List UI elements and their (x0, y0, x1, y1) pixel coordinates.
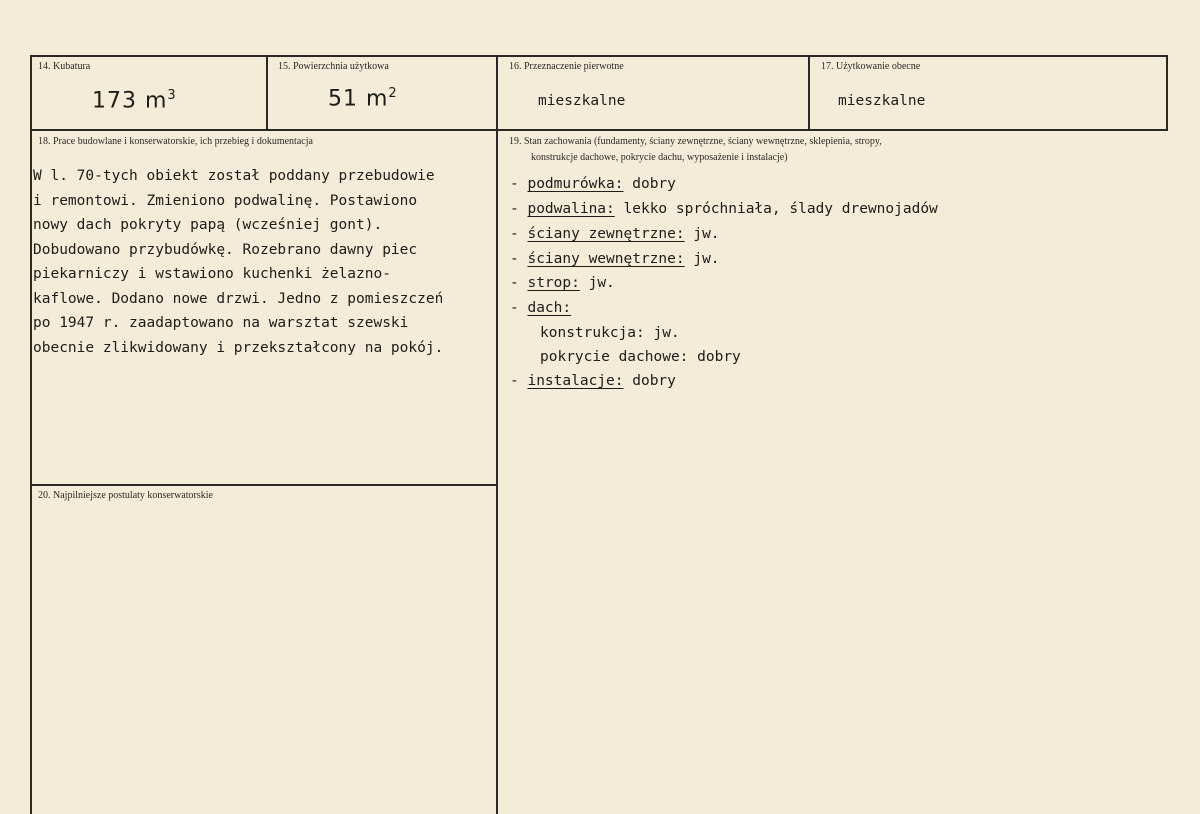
field-20-caption: 20. Najpilniejsze postulaty konserwatorskie (38, 490, 213, 501)
field-18-line: kaflowe. Dodano nowe drzwi. Jedno z pomieszczeń (33, 290, 444, 307)
condition-value: dobry (623, 373, 676, 389)
list-dash: - (510, 251, 519, 267)
field-18-caption: 18. Prace budowlane i konserwatorskie, ich przebieg i dokumentacja (38, 136, 313, 147)
row1-bottom-rule (30, 129, 1167, 131)
condition-value: lekko spróchniała, ślady drewnojadów (614, 201, 938, 217)
list-dash: - (510, 275, 519, 291)
condition-item-dach (510, 300, 571, 316)
condition-subitem-pokrycie: pokrycie dachowe: dobry (540, 349, 741, 365)
field-18-line: po 1947 r. zaadaptowano na warsztat szewski (33, 315, 409, 331)
list-dash: - (510, 373, 519, 389)
condition-label: podwalina: (527, 201, 615, 217)
field-16-value: mieszkalne (538, 93, 626, 109)
field-18-line: i remontowi. Zmieniono podwalinę. Postawiono (33, 192, 418, 209)
field-16-caption: 16. Przeznaczenie pierwotne (509, 61, 624, 72)
condition-label: dach: (527, 300, 572, 316)
list-dash: - (510, 300, 519, 316)
condition-item-sciany-zewnetrzne (510, 226, 720, 242)
list-dash: - (510, 176, 519, 192)
condition-item-instalacje (510, 373, 676, 389)
field-18-line: nowy dach pokryty papą (wcześniej gont). (33, 217, 383, 233)
condition-value: jw. (684, 226, 720, 242)
condition-value: dobry (623, 176, 676, 192)
field-14-value-text: 173 m (92, 88, 168, 114)
field-19-caption-line1: 19. Stan zachowania (fundamenty, ściany zewnętrzne, ściany wewnętrzne, sklepienia, stropy, (509, 136, 882, 147)
list-dash: - (510, 201, 519, 217)
condition-value: jw. (579, 275, 615, 291)
field-18-line: Dobudowano przybudówkę. Rozebrano dawny piec (33, 241, 418, 258)
field-14-caption: 14. Kubatura (38, 61, 91, 72)
field-18-line: piekarniczy i wstawiono kuchenki żelazno- (33, 266, 391, 282)
divider-center (496, 55, 498, 814)
condition-label: strop: (527, 275, 580, 291)
condition-item-sciany-wewnetrzne (510, 251, 720, 267)
condition-subitem-konstrukcja: konstrukcja: jw. (540, 325, 680, 341)
field-17-caption: 17. Użytkowanie obecne (821, 61, 921, 72)
condition-label: ściany wewnętrzne: (527, 251, 685, 267)
field-15-value (328, 86, 398, 111)
field-19-caption-line2: konstrukcje dachowe, pokrycie dachu, wyposażenie i instalacje) (531, 152, 788, 163)
box20-top-rule (30, 484, 497, 486)
field-18-text (33, 164, 443, 360)
field-17-value: mieszkalne (838, 93, 926, 109)
field-15-unit-sup: 2 (388, 86, 398, 101)
top-rule (30, 55, 1167, 57)
field-14-value (92, 88, 177, 113)
list-dash: - (510, 226, 519, 242)
condition-item-podwalina (510, 201, 938, 217)
left-rule (30, 55, 32, 814)
right-rule (1166, 55, 1168, 131)
divider-14-15 (266, 55, 268, 131)
condition-item-podmurowka (510, 176, 676, 192)
condition-label: instalacje: (527, 373, 624, 389)
condition-value: jw. (684, 251, 720, 267)
condition-label: ściany zewnętrzne: (527, 226, 685, 242)
condition-label: podmurówka: (527, 176, 624, 192)
field-18-line: obecnie zlikwidowany i przekształcony na pokój. (33, 339, 444, 356)
field-15-value-text: 51 m (328, 86, 389, 112)
divider-16-17 (808, 55, 810, 131)
field-15-caption: 15. Powierzchnia użytkowa (278, 61, 389, 72)
field-14-unit-sup: 3 (167, 88, 177, 103)
condition-item-strop (510, 275, 615, 291)
field-18-line: W l. 70-tych obiekt został poddany przebudowie (33, 168, 435, 184)
